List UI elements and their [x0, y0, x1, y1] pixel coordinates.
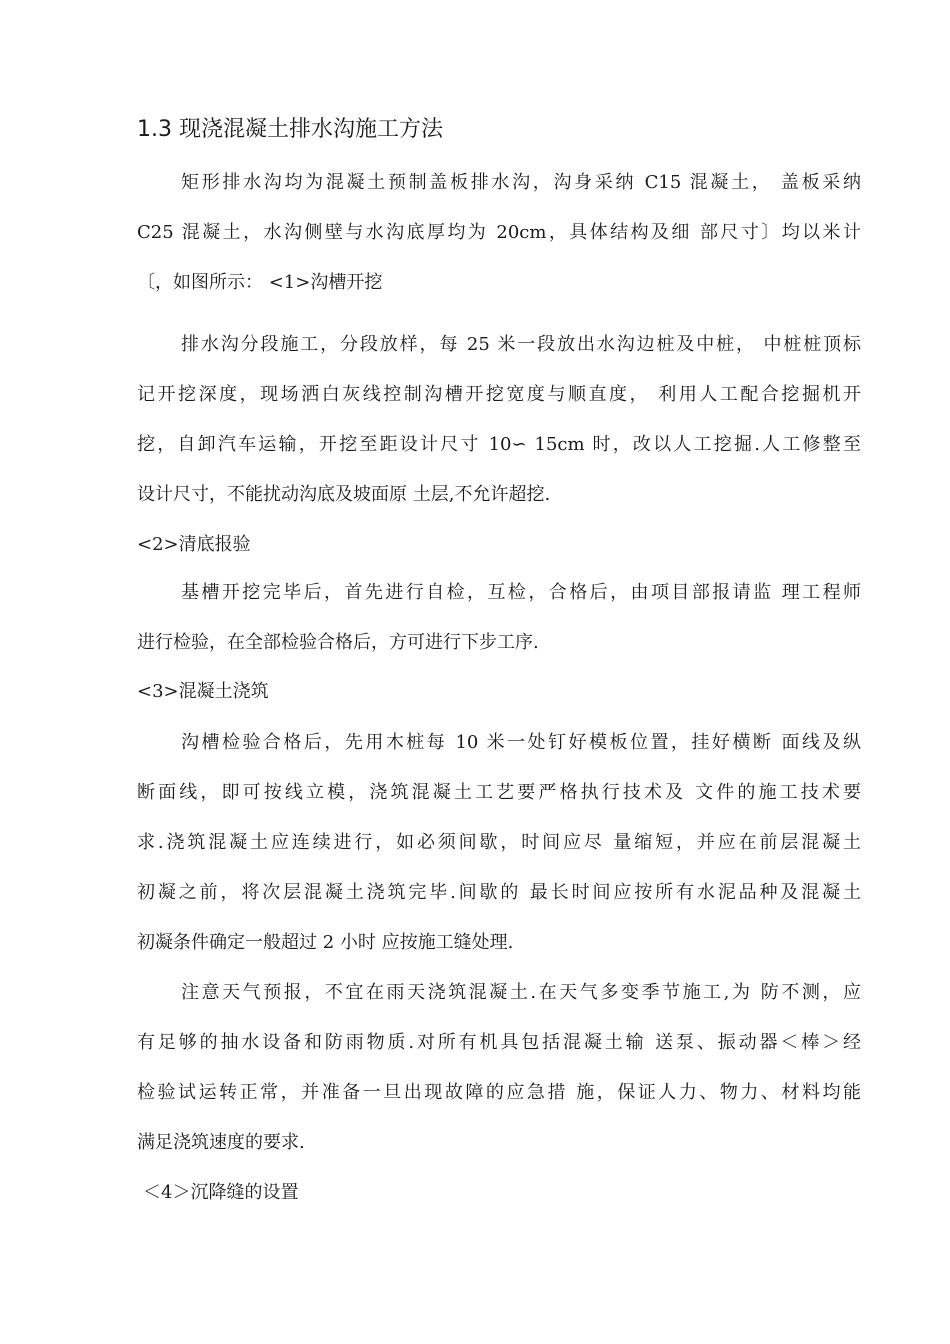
subheading-concrete-pouring: <3>混凝土浇筑	[137, 681, 269, 702]
text-line: 进行检验，在全部检验合格后，方可进行下步工序.	[137, 632, 539, 653]
subheading-settlement-joint: ＜4＞沉降缝的设置	[143, 1182, 299, 1203]
text-line: 排水沟分段施工，分段放样，每 25 米一段放出水沟边桩及中桩， 中桩桩顶标	[181, 334, 861, 355]
text-line: 沟槽检验合格后，先用木桩每 10 米一处钉好模板位置，挂好横断 面线及纵	[181, 732, 861, 753]
paragraph-weather-precautions	[137, 968, 861, 1168]
section-title: 1.3 现浇混凝土排水沟施工方法	[137, 117, 443, 142]
text-line: 初凝之前，将次层混凝土浇筑完毕.间歇的 最长时间应按所有水泥品种及混凝土	[137, 882, 861, 903]
text-line: C25 混凝土，水沟侧壁与水沟底厚均为 20cm，具体结构及细 部尺寸〕均以米计	[137, 222, 861, 243]
paragraph-inspection	[137, 568, 861, 668]
paragraph-concrete-pouring	[137, 718, 861, 968]
text-line: 设计尺寸，不能扰动沟底及坡面原 土层,不允许超挖.	[137, 484, 551, 505]
subheading-clearing-inspection: <2>清底报验	[137, 534, 251, 555]
text-line: 有足够的抽水设备和防雨物质.对所有机具包括混凝土输 送泵、振动器＜棒＞经	[137, 1032, 861, 1053]
text-line: 初凝条件确定一般超过 2 小时 应按施工缝处理.	[137, 932, 514, 953]
text-line: 挖，自卸汽车运输，开挖至距设计尺寸 10∽ 15cm 时，改以人工挖掘.人工修整至	[137, 434, 861, 455]
text-line: 断面线，即可按线立模，浇筑混凝土工艺要严格执行技术及 文件的施工技术要	[137, 782, 861, 803]
text-line: 求.浇筑混凝土应连续进行，如必须间歇，时间应尽 量缩短，并应在前层混凝土	[137, 832, 861, 853]
text-line: 满足浇筑速度的要求.	[137, 1132, 305, 1153]
text-line: 注意天气预报，不宜在雨天浇筑混凝土.在天气多变季节施工,为 防不测，应	[181, 982, 861, 1003]
text-line: 检验试运转正常，并准备一旦出现故障的应急措 施，保证人力、物力、材料均能	[137, 1082, 861, 1103]
paragraph-trench-excavation	[137, 320, 861, 520]
text-line: 〔，如图所示： <1>沟槽开挖	[137, 272, 383, 293]
paragraph-drainage-overview	[137, 158, 861, 308]
text-line: 基槽开挖完毕后，首先进行自检，互检，合格后，由项目部报请监 理工程师	[181, 582, 861, 603]
text-line: 矩形排水沟均为混凝土预制盖板排水沟，沟身采纳 C15 混凝土， 盖板采纳	[181, 172, 861, 193]
text-line: 记开挖深度，现场洒白灰线控制沟槽开挖宽度与顺直度， 利用人工配合挖掘机开	[137, 384, 861, 405]
